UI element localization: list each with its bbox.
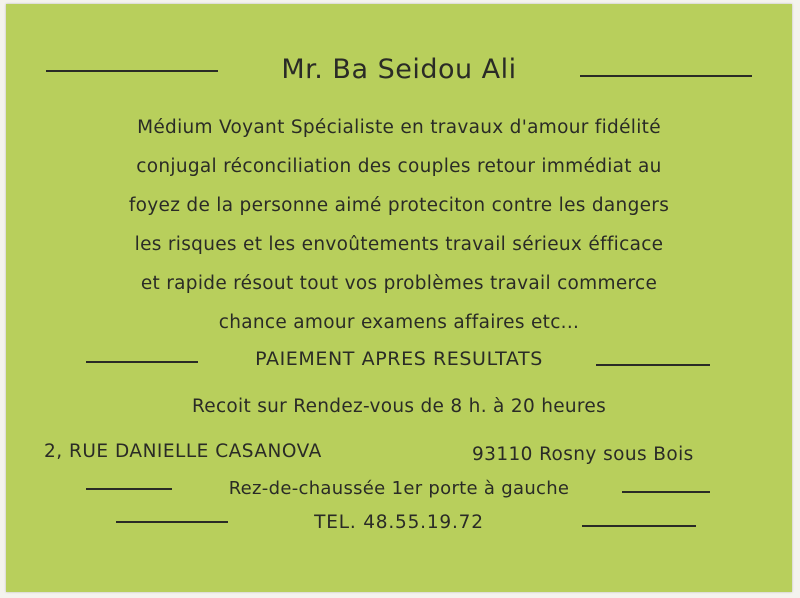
phone-rule-right [582, 525, 696, 527]
payment-rule-right [596, 364, 710, 366]
floor-directions: Rez-de-chaussée 1er porte à gauche [228, 478, 570, 499]
description-line: Médium Voyant Spécialiste en travaux d'amour fidélité [137, 117, 661, 138]
city-address: 93110 Rosny sous Bois [472, 444, 694, 465]
title-rule-right [580, 75, 752, 77]
description-block [6, 108, 792, 342]
description-line: chance amour examens affaires etc... [218, 312, 580, 333]
description-line: et rapide résout tout vos problèmes travail commerce [140, 273, 658, 294]
card-name: Mr. Ba Seidou Ali [281, 54, 517, 85]
street-address: 2, RUE DANIELLE CASANOVA [44, 441, 322, 462]
opening-hours: Recoit sur Rendez-vous de 8 h. à 20 heures [191, 396, 607, 417]
description-line: les risques et les envoûtements travail sérieux éfficace [134, 234, 664, 255]
description-line: foyez de la personne aimé proteciton contre les dangers [128, 195, 670, 216]
payment-terms: PAIEMENT APRES RESULTATS [255, 348, 543, 370]
business-card [6, 4, 792, 592]
phone-number: TEL. 48.55.19.72 [314, 512, 484, 533]
floor-rule-right [622, 491, 710, 493]
description-line: conjugal réconciliation des couples retour immédiat au [136, 156, 662, 177]
